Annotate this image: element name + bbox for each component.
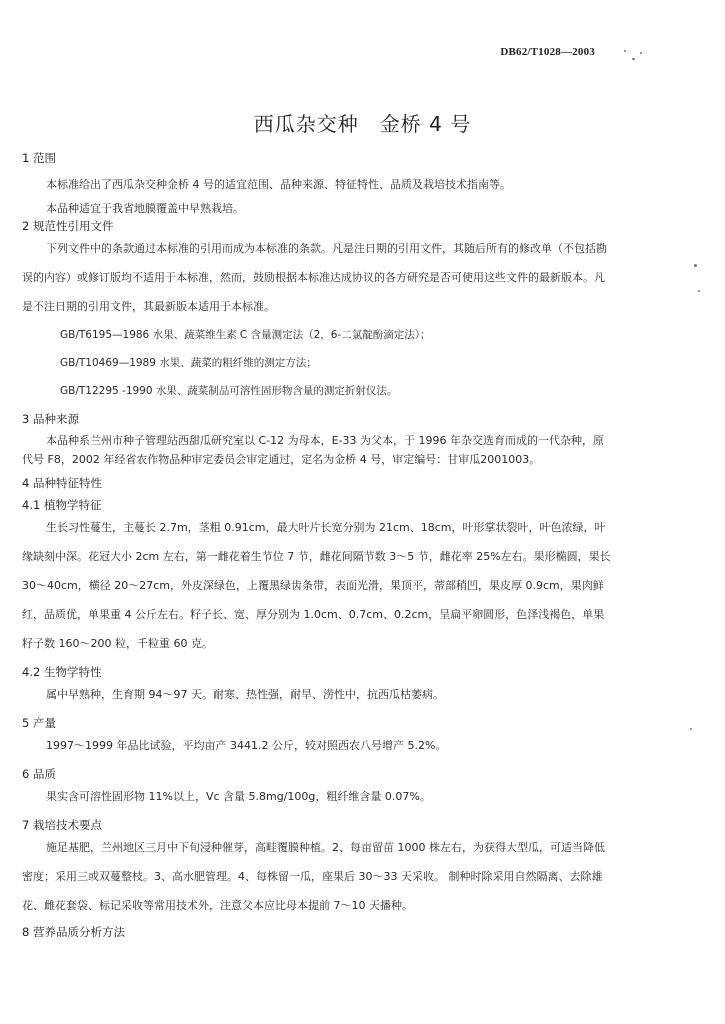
scan-speck [640,52,642,54]
botanical-features-paragraph: 生长习性蔓生，主蔓长 2.7m，茎粗 0.91cm，最大叶片长宽分别为 21cm、18cm，叶形掌状裂叶，叶色浓绿，叶缘缺刻中深。花冠大小 2cm 左右，第一雌花着生节位 7 节，雌花间隔节数 3～5 节，雌花率 25%左右。果形椭圆，果长 30～40cm，横径 20～27cm，外皮深绿色，上覆黑绿齿条带，表面光滑，果顶平，蒂部稍凹，果皮厚 0.9cm，果肉鲜红，品质优，单果重 4 公斤左右。籽子长、宽、厚分别为 1.0cm、0.7cm、0.2cm，呈扁平卵圆形，色泽浅褐色，单果籽子数 160～200 粒，千粒重 60 克。 [22,521,611,650]
document-body [22,150,612,940]
scan-speck [694,264,697,267]
scan-speck [624,50,626,52]
section-heading-4: 4 品种特征特性 [22,476,102,490]
quality-paragraph: 果实含可溶性固形物 11%以上，Vc 含量 5.8mg/100g，粗纤维含量 0.07%。 [46,790,431,803]
subsection-heading-4-2: 4.2 生物学特性 [22,665,102,679]
section-heading-8: 8 营养品质分析方法 [22,925,125,939]
section-heading-6: 6 品质 [22,767,56,781]
scan-speck [698,290,700,292]
yield-paragraph: 1997～1999 年品比试验，平均亩产 3441.2 公斤，较对照西农八号增产 5.2%。 [46,739,447,752]
reference-item: GB/T6195—1986 水果、蔬菜维生素 C 含量测定法（2，6-二氯靛酚滴定法）； [60,329,431,341]
document-title: 西瓜杂交种 金桥 4 号 [253,112,472,136]
section-heading-5: 5 产量 [22,716,56,730]
normative-refs-paragraph: 下列文件中的条款通过本标准的引用而成为本标准的条款。凡是注日期的引用文件，其随后所有的修改单（不包括勘误的内容）或修订版均不适用于本标准，然而，鼓励根据本标准达成协议的各方研究是否可使用这些文件的最新版本。凡是不注日期的引用文件，其最新版本适用于本标准。 [22,242,607,313]
scope-paragraph-2: 本品种适宜于我省地膜覆盖中早熟栽培。 [46,202,244,215]
subsection-heading-4-1: 4.1 植物学特征 [22,498,102,512]
standard-code: DB62/T1028—2003 [500,46,595,58]
section-heading-1: 1 范围 [22,151,56,165]
section-heading-2: 2 规范性引用文件 [22,219,114,233]
section-heading-3: 3 品种来源 [22,412,79,426]
scope-paragraph-1: 本标准给出了西瓜杂交种金桥 4 号的适宜范围、品种来源、特征特性、品质及栽培技术指南等。 [46,178,511,191]
section-heading-7: 7 栽培技术要点 [22,818,102,832]
reference-item: GB/T10469—1989 水果、蔬菜的粗纤维的测定方法； [60,357,317,369]
scan-speck [690,728,692,730]
scan-speck [632,58,635,60]
reference-item: GB/T12295 -1990 水果、蔬菜制品可溶性固形物含量的测定折射仪法。 [60,385,398,397]
variety-origin-paragraph: 本品种系兰州市种子管理站西甜瓜研究室以 C-12 为母本，E-33 为父本，于 1996 年杂交选育而成的一代杂种，原代号 F8，2002 年经省农作物品种审定委员会审定通过，定名为金桥 4 号，审定编号：甘审瓜2001003。 [22,434,605,466]
biological-traits-paragraph: 属中早熟种，生育期 94～97 天。耐寒、热性强，耐旱、涝性中，抗西瓜枯萎病。 [46,688,444,701]
cultivation-paragraph: 施足基肥，兰州地区三月中下旬浸种催芽，高畦覆膜种植。2、每亩留苗 1000 株左右，为获得大型瓜，可适当降低密度；采用三或双蔓整枝。3、高水肥管理。4、每株留一瓜，座果后 30～33 天采收。 制种时除采用自然隔离、去除雄花、雌花套袋、标记采收等常用技术外，注意父本应比母本提前 7～10 天播种。 [22,841,605,912]
